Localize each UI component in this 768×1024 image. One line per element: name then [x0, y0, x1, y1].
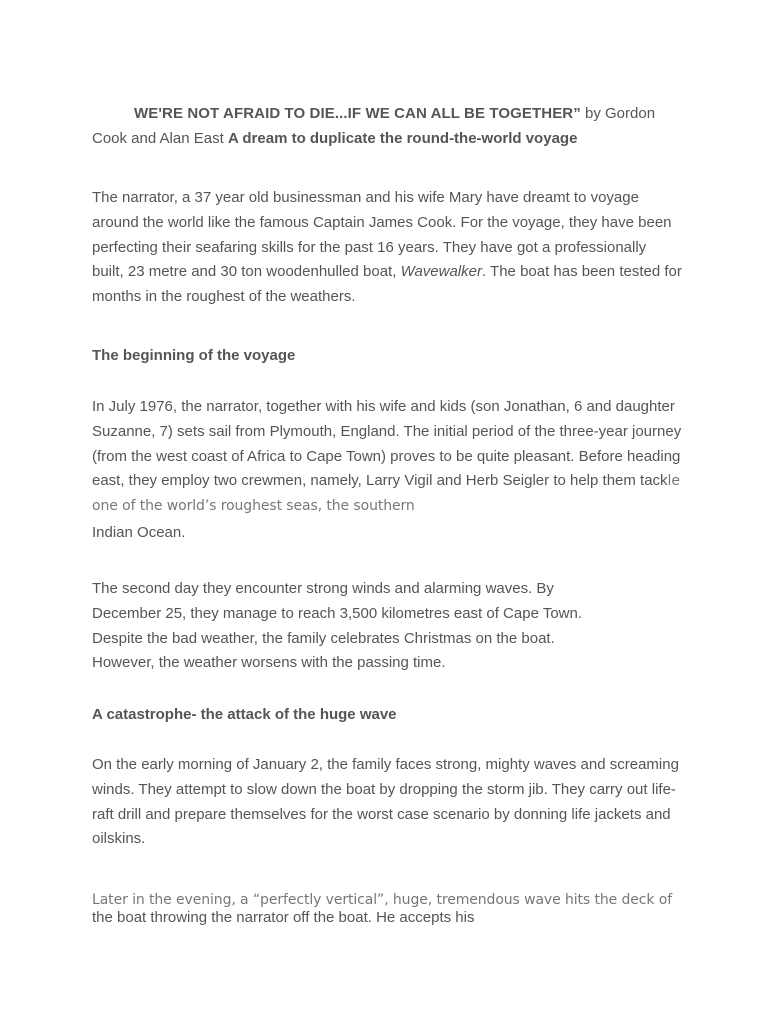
wave-hit-paragraph [92, 891, 682, 927]
section-heading-catastrophe: A catastrophe- the attack of the huge wave [92, 706, 397, 723]
wave-hit-text: the boat throwing the narrator off the boat. He accepts his [92, 909, 475, 926]
section-heading-beginning: The beginning of the voyage [92, 347, 296, 364]
story-title: WE'RE NOT AFRAID TO DIE...IF WE CAN ALL BE TOGETHER” [134, 105, 581, 122]
story-subtitle: A dream to duplicate the round-the-world voyage [227, 129, 578, 147]
wave-paragraph: On the early morning of January 2, the family faces strong, mighty waves and screaming winds. They attempt to slow down the boat by dropping the storm jib. They carry out life-raft drill and prepare themselves for the worst case scenario by donning life jackets and oilskins. [92, 756, 679, 848]
voyage-text: In July 1976, the narrator, together with his wife and kids (son Jonathan, 6 and daughter Suzanne, 7) sets sail from Plymouth, England. The initial period of the three-year journey (from the west coast of Africa to Cape Town) proves to be quite pleasant. Before heading east, they employ two crewmen, namely, Larry Vigil and Herb Seigler to help them tack [92, 398, 682, 490]
story-authors: by Gordon Cook and Alan East [92, 105, 656, 147]
storm-line: The second day they encounter strong winds and alarming waves. By [92, 580, 554, 597]
storm-paragraph [92, 577, 682, 676]
boat-name: Wavewalker [400, 263, 482, 281]
wave-hit-faded: Later in the evening, a “perfectly vertical”, huge, tremendous wave hits the deck of [92, 892, 673, 908]
voyage-text-faded: le one of the world’s roughest seas, the southern [92, 473, 680, 515]
storm-line: December 25, they manage to reach 3,500 kilometres east of Cape Town. [92, 604, 582, 622]
voyage-paragraph [92, 395, 682, 546]
storm-line: However, the weather worsens with the passing time. [92, 654, 446, 672]
intro-text-end: . The boat has been tested for months in the roughest of the weathers. [92, 263, 682, 306]
voyage-text-end: Indian Ocean. [92, 523, 186, 541]
intro-text-start: The narrator, a 37 year old businessman and his wife Mary have dreamt to voyage around the world like the famous Captain James Cook. For the voyage, they have been perfecting their seafaring skills for the past 16 years. They have got a professionally built, 23 metre and 30 ton woodenhulled boat, [92, 189, 672, 281]
intro-paragraph [92, 186, 682, 310]
storm-line: Despite the bad weather, the family celebrates Christmas on the boat. [92, 629, 555, 647]
title-paragraph [92, 102, 682, 152]
